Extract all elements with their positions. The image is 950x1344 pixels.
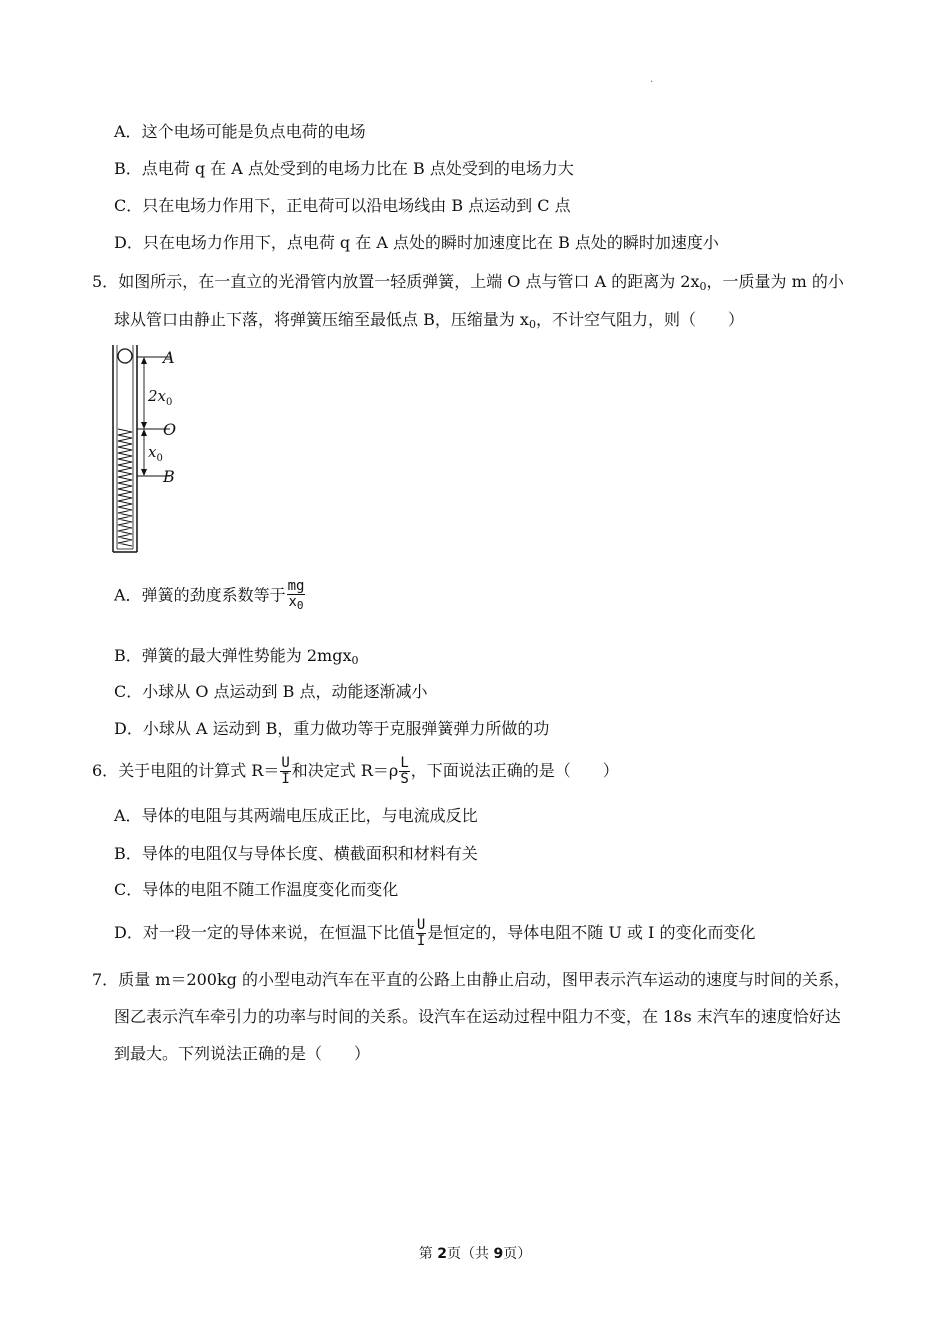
q4-option-c: [114, 195, 571, 217]
stem-text: ，一质量为 m 的小: [706, 272, 844, 291]
label-o: O: [163, 420, 177, 439]
q6-stem: [92, 756, 619, 787]
fraction-u-over-i: $\frac{U}{I}$: [281, 755, 290, 787]
q5-stem-line2: [114, 309, 744, 336]
option-label: A．: [114, 585, 142, 605]
option-label: C．: [114, 880, 143, 899]
subscript: 0: [528, 318, 536, 331]
stem-text: ，不计空气阻力，则（ ）: [535, 310, 744, 329]
spring-tube-figure: [108, 340, 198, 560]
page-number: 2: [437, 1246, 447, 1262]
stem-text: 图乙表示汽车牵引力的功率与时间的关系。设汽车在运动过程中阻力不变，在 18s 末汽车的速度恰好达: [114, 1007, 841, 1026]
fraction-l-over-s: $\frac{L}{S}$: [400, 755, 409, 787]
label-a: A: [163, 348, 175, 367]
option-label: A．: [114, 806, 142, 825]
option-label: C．: [114, 682, 143, 701]
spring: [118, 429, 132, 546]
option-text: 这个电场可能是负点电荷的电场: [141, 122, 366, 141]
ball: [118, 349, 132, 363]
option-text: 只在电场力作用下，点电荷 q 在 A 点处的瞬时加速度比在 B 点处的瞬时加速度小: [142, 233, 719, 252]
option-label: D．: [114, 923, 143, 942]
stem-text: 到最大。下列说法正确的是（ ）: [114, 1044, 371, 1063]
fraction-u-over-i: $\frac{U}{I}$: [416, 917, 426, 949]
q6-option-c: [114, 879, 398, 901]
option-text: 只在电场力作用下，正电荷可以沿电场线由 B 点运动到 C 点: [142, 196, 571, 215]
option-text: 导体的电阻不随工作温度变化而变化: [142, 880, 399, 899]
q7-stem-line1: [92, 969, 850, 991]
stem-text: 球从管口由静止下落，将弹簧压缩至最低点 B，压缩量为 x: [114, 310, 529, 329]
q5-option-b: [114, 645, 358, 672]
option-label: B．: [114, 646, 142, 665]
option-label: B．: [114, 844, 142, 863]
q4-option-a: [114, 121, 366, 143]
q4-option-d: [114, 232, 719, 254]
label-b: B: [163, 467, 175, 486]
subscript: 0: [351, 654, 359, 667]
footer-text: 第: [418, 1246, 438, 1262]
option-label: D．: [114, 719, 143, 738]
option-text: 导体的电阻仅与导体长度、横截面积和材料有关: [141, 844, 478, 863]
stem-text: ，下面说法正确的是（ ）: [410, 761, 619, 780]
q5-option-d: [114, 718, 549, 740]
stem-text: 质量 m＝200kg 的小型电动汽车在平直的公路上由静止启动，图甲表示汽车运动的速度与时间的关系，: [118, 970, 851, 989]
q5-option-c: [114, 681, 427, 703]
top-dot: .: [650, 74, 654, 85]
q7-stem-line2: [114, 1006, 841, 1028]
q7-stem-line3: [114, 1043, 370, 1065]
option-label: A．: [114, 122, 142, 141]
subscript: 0: [699, 280, 707, 293]
q5-option-a: [114, 579, 306, 613]
option-text: 导体的电阻与其两端电压成正比，与电流成反比: [141, 806, 478, 825]
q4-option-b: [114, 158, 574, 180]
option-label: B．: [114, 159, 142, 178]
footer-text: 页（共: [447, 1246, 494, 1262]
option-text: 是恒定的，导体电阻不随 U 或 I 的变化而变化: [427, 923, 756, 942]
option-text: 对一段一定的导体来说，在恒温下比值: [142, 923, 415, 942]
stem-text: 如图所示，在一直立的光滑管内放置一轻质弹簧，上端 O 点与管口 A 的距离为 2x: [118, 272, 700, 291]
footer-text: 页）: [503, 1246, 532, 1262]
stem-text: 和决定式 R＝ρ: [291, 761, 399, 780]
question-number: 5．: [92, 272, 119, 291]
option-text: 小球从 O 点运动到 B 点，动能逐渐减小: [142, 682, 428, 701]
question-number: 6．: [92, 761, 119, 780]
q5-stem-line1: [92, 271, 844, 298]
label-x0: $x_0$: [148, 443, 163, 464]
fraction-mg-over-x0: [287, 579, 306, 613]
label-2x0: $2x_0$: [148, 387, 173, 408]
page-footer: [0, 1243, 950, 1263]
option-text: 弹簧的最大弹性势能为 2mgx: [141, 646, 352, 665]
option-text: 小球从 A 运动到 B，重力做功等于克服弹簧弹力所做的功: [142, 719, 550, 738]
option-label: C．: [114, 196, 143, 215]
stem-text: 关于电阻的计算式 R＝: [118, 761, 280, 780]
total-pages: 9: [493, 1246, 504, 1262]
option-label: D．: [114, 233, 143, 252]
question-number: 7．: [92, 970, 119, 989]
q6-option-b: [114, 843, 478, 865]
fraction-denominator: $x_0$: [288, 594, 304, 612]
fraction-numerator: mg: [287, 578, 305, 594]
q6-option-d: [114, 918, 755, 949]
option-text: 点电荷 q 在 A 点处受到的电场力比在 B 点处受到的电场力大: [141, 159, 574, 178]
option-text: 弹簧的劲度系数等于: [141, 585, 286, 605]
q6-option-a: [114, 805, 478, 827]
